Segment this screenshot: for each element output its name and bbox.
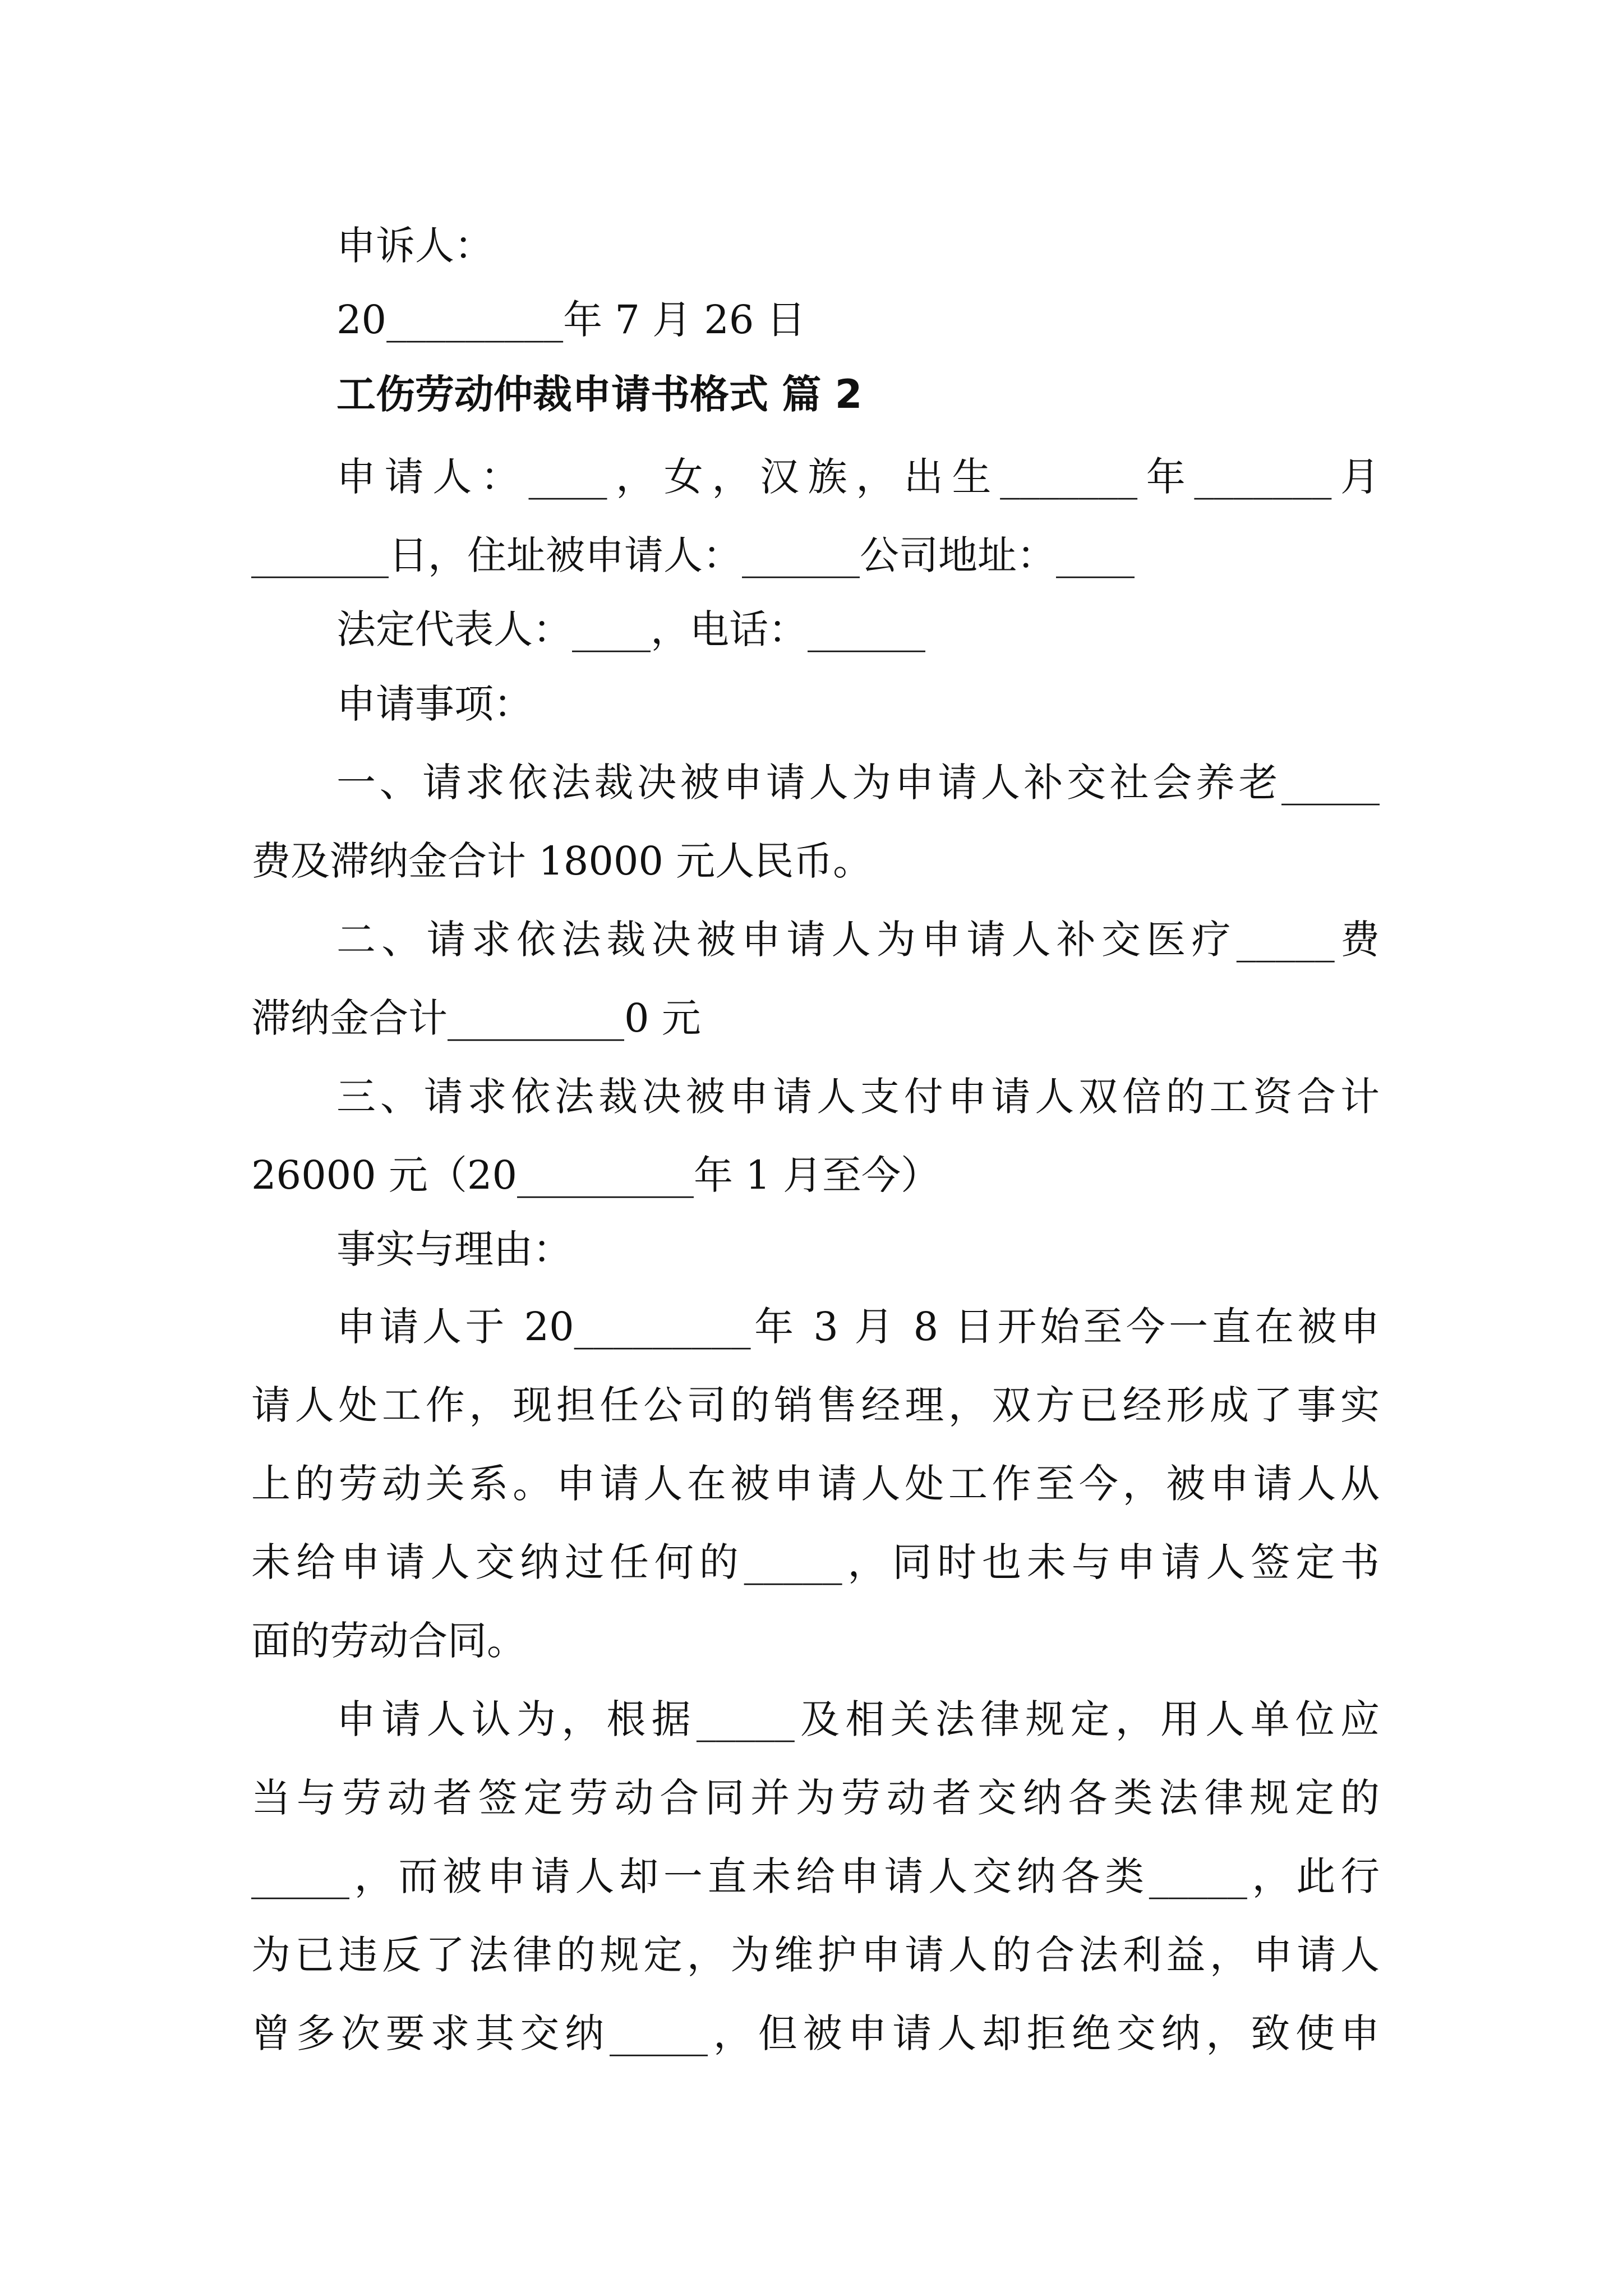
claim-2-line-1: 二、请求依法裁决被申请人为申请人补交医疗_____费 [336, 917, 1380, 963]
reason-line-5: 曾多次要求其交纳_____，但被申请人却拒绝交纳，致使申 [251, 2010, 1380, 2056]
reason-line-4: 为已违反了法律的规定，为维护申请人的合法利益，申请人 [251, 1932, 1380, 1978]
reason-line-2: 当与劳动者签定劳动合同并为劳动者交纳各类法律规定的 [251, 1775, 1380, 1821]
claim-2-line-2: 滞纳金合计_________0 元 [251, 995, 701, 1041]
claims-heading: 申请事项： [336, 681, 533, 727]
reason-line-3: _____，而被申请人却一直未给申请人交纳各类_____，此行 [251, 1853, 1380, 1899]
reason-line-1: 申请人认为，根据_____及相关法律规定，用人单位应 [336, 1696, 1380, 1742]
facts-line-1: 申请人于 20_________年 3 月 8 日开始至今一直在被申 [336, 1304, 1380, 1350]
facts-line-4: 未给申请人交纳过任何的_____，同时也未与申请人签定书 [251, 1539, 1380, 1585]
facts-line-5: 面的劳动合同。 [251, 1618, 526, 1664]
signature-label: 申诉人： [336, 223, 494, 269]
facts-line-3: 上的劳动关系。申请人在被申请人处工作至今，被申请人从 [251, 1461, 1380, 1507]
applicant-line: 申请人：____，女，汉族，出生_______年_______月 [336, 454, 1380, 500]
date-line: 20_________年 7 月 26 日 [336, 297, 806, 343]
applicant-line-cont: _______日，住址被申请人：______公司地址：____ [251, 532, 1135, 578]
section-title: 工伤劳动仲裁申请书格式 篇 2 [336, 371, 863, 417]
facts-heading: 事实与理由： [336, 1226, 572, 1272]
claim-3-line-1: 三、请求依法裁决被申请人支付申请人双倍的工资合计 [336, 1074, 1380, 1120]
claim-1-line-1: 一、请求依法裁决被申请人为申请人补交社会养老_____ [336, 760, 1380, 806]
legal-rep-line: 法定代表人：____，电话：______ [336, 606, 925, 652]
claim-3-line-2: 26000 元（20_________年 1 月至今） [251, 1152, 940, 1198]
claim-1-line-2: 费及滞纳金合计 18000 元人民币。 [251, 838, 873, 884]
facts-line-2: 请人处工作，现担任公司的销售经理，双方已经形成了事实 [251, 1382, 1380, 1428]
